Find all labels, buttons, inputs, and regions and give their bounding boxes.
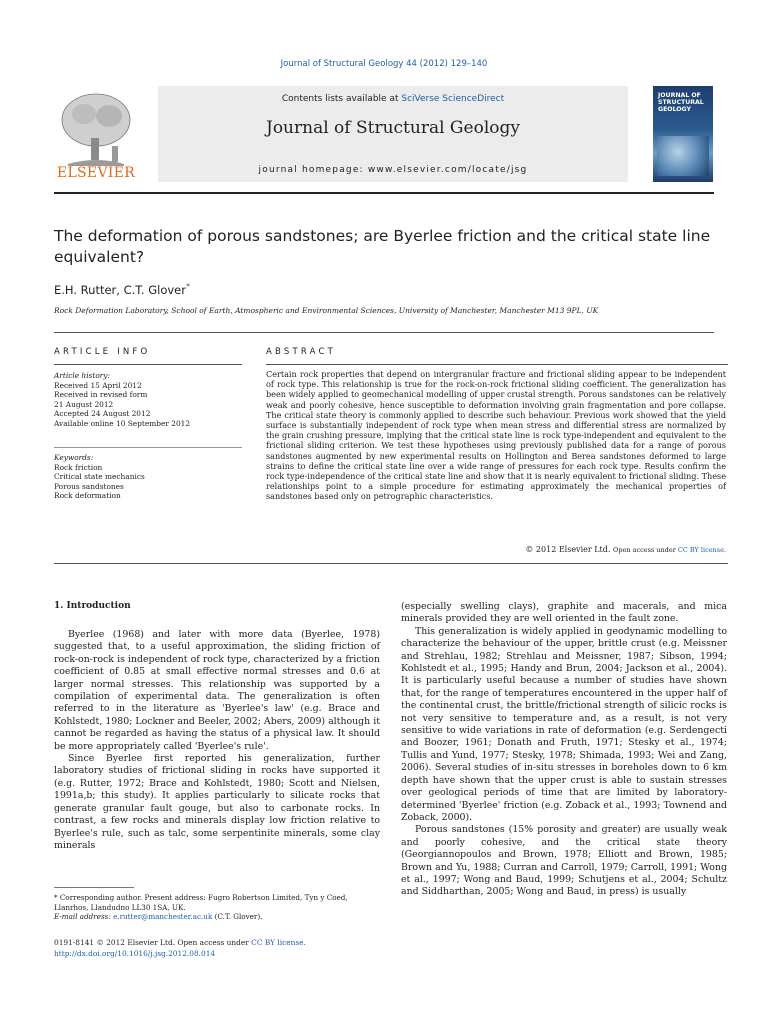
doi-link[interactable]: http://dx.doi.org/10.1016/j.jsg.2012.08.014 xyxy=(54,949,216,958)
title-divider xyxy=(54,332,714,333)
open-access-text: Open access under xyxy=(612,546,678,554)
footnote-email-line xyxy=(54,912,380,922)
open-access-text: Open access under xyxy=(177,938,252,947)
history-item: Received in revised form xyxy=(54,390,148,400)
journal-cover-thumbnail[interactable] xyxy=(653,86,713,182)
paragraph: Since Byerlee first reported his generalization, further laboratory studies of frictional sliding in rocks have supported it (e.g. Rutter, 1972; Brace and Kohlstedt, 1980; Scott and Nielsen, 1991a,b; this study). It applies particularly to silicate rocks that generate granular fault gouge, but also to carbonate rocks. In contrast, a few rocks and minerals display low friction relative to Byerlee's rule, such as talc, some serpentinite minerals, some clay minerals xyxy=(54,753,380,851)
keyword-item: Critical state mechanics xyxy=(54,472,145,482)
article-info-divider xyxy=(54,364,242,365)
history-item: Accepted 24 August 2012 xyxy=(54,409,151,419)
history-item: 21 August 2012 xyxy=(54,399,114,409)
left-column xyxy=(54,629,380,852)
footnote xyxy=(54,893,380,922)
right-column xyxy=(401,601,727,899)
issn-block xyxy=(54,937,394,959)
contents-prefix: Contents lists available at xyxy=(281,94,402,104)
article-info-heading: ARTICLE INFO xyxy=(54,347,151,357)
cc-by-license-link[interactable]: CC BY license. xyxy=(251,938,306,947)
journal-title: Journal of Structural Geology xyxy=(266,118,520,138)
cc-by-license-link[interactable]: CC BY license. xyxy=(677,546,726,554)
section-heading-introduction: 1. Introduction xyxy=(54,601,131,611)
cover-image xyxy=(657,136,709,176)
keywords-block xyxy=(54,453,244,501)
sciencedirect-link[interactable]: SciVerse ScienceDirect xyxy=(401,94,505,104)
paragraph: Byerlee (1968) and later with more data (Byerlee, 1978) suggested that, to a useful approximation, the sliding friction of rock-on-rock is independent of rock type, characterized by a friction coefficient of 0.85 at small effective normal stresses and 0.6 at larger normal stresses. This relationship was supported by a compilation of experimental data. The generalization is often referred to in the literature as 'Byerlee's law' (e.g. Brace and Kohlstedt, 1980; Lockner and Beeler, 2002; Abers, 2009) although it cannot be regarded as having the status of a physical law. It should be more appropriately called 'Byerlee's rule'. xyxy=(54,629,380,752)
journal-reference[interactable]: Journal of Structural Geology 44 (2012) 129–140 xyxy=(280,59,488,69)
info-separator xyxy=(54,447,242,448)
cover-title: JOURNAL OF STRUCTURAL GEOLOGY xyxy=(658,92,704,114)
paragraph: Porous sandstones (15% porosity and greater) are usually weak and poorly cohesive, and the critical state theory (Georgiannopoulos and Brown, 1978; Elliott and Brown, 1985; Brown and Yu, 1988; Curran and Carroll, 1979; Carroll, 1991; Wong et al., 1997; Wong and Baud, 1999; Schutjens et al., 2004; Schultz and Siddharthan, 2005; Wong and Baud, in press) is usually xyxy=(401,824,727,898)
email-suffix: (C.T. Glover). xyxy=(212,912,263,922)
abstract-divider xyxy=(266,364,728,365)
footnote-divider xyxy=(54,887,134,888)
email-label: E-mail address: xyxy=(54,912,114,922)
article-title: The deformation of porous sandstones; are Byerlee friction and the critical state line equivalent? xyxy=(54,227,711,266)
authors-text: E.H. Rutter, C.T. Glover xyxy=(54,282,186,297)
keyword-item: Porous sandstones xyxy=(54,481,124,491)
elsevier-wordmark: ELSEVIER xyxy=(56,165,136,181)
paragraph: This generalization is widely applied in geodynamic modelling to characterize the behaviour of the upper, brittle crust (e.g. Meissner and Strehlau, 1982; Strehlau and Meissner, 1987; Sibson, 1994; Kohlstedt et al., 1995; Handy and Brun, 2004; Jackson et al., 2004). It is particularly useful because a number of studies have shown that, for the range of temperatures encountered in the upper half of the continental crust, the brittle/frictional strength of silicic rocks is not very sensitive to temperature and, as a result, is not very sensitive to wide variations in rate of deformation (e.g. Serdengecti and Boozer, 1961; Donath and Fruth, 1971; Stesky et al., 1974; Tullis and Yund, 1977; Stesky, 1978; Shimada, 1993; Wei and Zang, 2006). Several studies of in-situ stresses in boreholes down to 6 km depth have shown that the upper crust is able to sustain stresses over geological periods of time that are limited by laboratory-determined 'Byerlee' friction (e.g. Zoback et al., 1993; Townend and Zoback, 2000). xyxy=(401,625,727,823)
abstract-heading: ABSTRACT xyxy=(266,347,337,357)
copyright-text: © 2012 Elsevier Ltd. xyxy=(525,545,611,554)
keyword-item: Rock friction xyxy=(54,462,103,472)
issn-text: 0191-8141 © 2012 Elsevier Ltd. xyxy=(54,938,178,947)
history-item: Available online 10 September 2012 xyxy=(54,418,191,428)
footnote-address: * Corresponding author. Present address: Fugro Robertson Limited, Tyn y Coed, Llanrhos, Llandudno LL30 1SA, UK. xyxy=(54,893,348,912)
abstract-bottom-divider xyxy=(54,563,728,564)
issn-line xyxy=(54,937,394,948)
journal-homepage[interactable]: journal homepage: www.elsevier.com/locate/jsg xyxy=(258,165,528,175)
abstract-text: Certain rock properties that depend on intergranular fracture and frictional sliding appear to be independent of rock type. This relationship is true for the rock-on-rock frictional sliding coefficient. The generalization has been widely applied to geomechanical modelling of upper crustal strength. Porous sandstones can be relatively weak and poorly cohesive, hence susceptible to deformation involving grain fragmentation and pore collapse. The critical state theory is commonly applied to describe such behaviour. Previous work showed that the yield surface is substantially independent of rock type when mean stress and differential stress are normalized by the grain crushing pressure, implying that the critical state line is rock type-independent and equivalent to the frictional sliding criterion. We test these hypotheses using previously published data for a range of porous sandstones augmented by new experimental results on Hollington and Berea sandstones deformed to large strains to define the critical state line over a wide range of pressures for each rock type. Results confirm the rock type-independence of the critical state line and show that it is nearly equivalent to frictional sliding. These relationships point to a simple procedure for estimating approximately the mechanical properties of sandstones based only on petrographic characteristics. xyxy=(266,369,726,502)
author-list xyxy=(54,282,190,297)
author-affiliation: Rock Deformation Laboratory, School of Earth, Atmospheric and Environmental Sciences, University of Manchester, Manchester M13 9PL, UK xyxy=(54,306,599,315)
history-item: Received 15 April 2012 xyxy=(54,380,142,390)
keyword-item: Rock deformation xyxy=(54,491,121,501)
article-history xyxy=(54,371,244,429)
abstract-copyright xyxy=(266,545,726,554)
author-email-link[interactable]: e.rutter@manchester.ac.uk xyxy=(113,912,213,922)
corresponding-author-mark[interactable]: * xyxy=(185,282,190,291)
keywords-label: Keywords: xyxy=(54,453,94,462)
paragraph: (especially swelling clays), graphite and macerals, and mica minerals provided they are well oriented in the fault zone. xyxy=(401,601,727,625)
contents-line xyxy=(158,94,628,104)
header-divider xyxy=(54,192,714,194)
history-label: Article history: xyxy=(54,371,110,380)
